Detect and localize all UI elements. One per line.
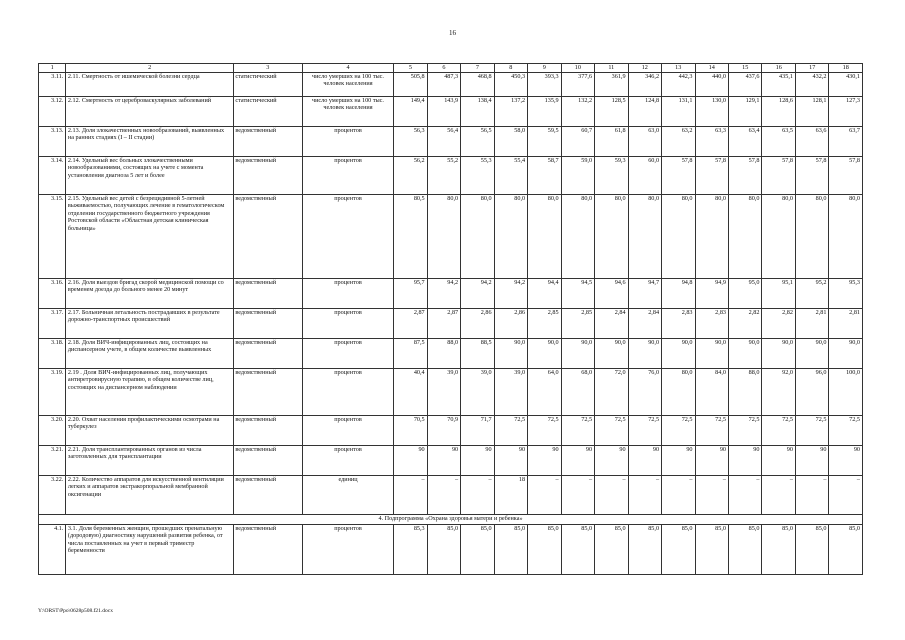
value-cell: 430,1 xyxy=(829,73,863,97)
value-cell: 90,0 xyxy=(628,339,661,369)
unit-cell: число умерших на 100 тыс. человек населения xyxy=(302,97,393,127)
indicator-name-cell: 2.15. Удельный вес детей с безрецидивной 5-летней выживаемостью, получающих лечение в гематологическом отделении государственного бюджетного учреждения Ростовской области «Областная детская клиническая больница» xyxy=(66,195,233,279)
value-cell: – xyxy=(461,476,494,515)
value-cell: 56,2 xyxy=(394,157,427,195)
value-cell: 2,84 xyxy=(628,309,661,339)
unit-cell: процентов xyxy=(302,339,393,369)
header-cell: 6 xyxy=(427,64,460,73)
header-cell: 8 xyxy=(494,64,527,73)
unit-cell: процентов xyxy=(302,279,393,309)
value-cell: 143,9 xyxy=(427,97,460,127)
value-cell: 85,0 xyxy=(561,525,594,575)
value-cell: 90 xyxy=(628,446,661,476)
value-cell: 90,0 xyxy=(494,339,527,369)
unit-cell: число умерших на 100 тыс. человек населения xyxy=(302,73,393,97)
value-cell: 57,8 xyxy=(829,157,863,195)
indicator-name-cell: 2.13. Доля злокачественных новообразований, выявленных на ранних стадиях (I – II стадии) xyxy=(66,127,233,157)
value-cell: 100,0 xyxy=(829,369,863,416)
value-cell: 80,0 xyxy=(662,369,695,416)
header-cell: 11 xyxy=(595,64,628,73)
header-cell: 12 xyxy=(628,64,661,73)
indicator-name-cell: 2.20. Охват населения профилактическими осмотрами на туберкулез xyxy=(66,416,233,446)
value-cell: 85,0 xyxy=(628,525,661,575)
value-cell: 87,5 xyxy=(394,339,427,369)
value-cell: 55,3 xyxy=(461,157,494,195)
value-cell: 80,5 xyxy=(394,195,427,279)
value-cell: 63,5 xyxy=(762,127,795,157)
row-number-cell: 3.22. xyxy=(39,476,66,515)
table-row xyxy=(39,195,863,279)
value-cell: 2,84 xyxy=(595,309,628,339)
source-cell: ведомственный xyxy=(233,446,302,476)
value-cell: 137,2 xyxy=(494,97,527,127)
value-cell: – xyxy=(561,476,594,515)
value-cell: 85,3 xyxy=(394,525,427,575)
value-cell: 85,0 xyxy=(762,525,795,575)
value-cell: 57,8 xyxy=(729,157,762,195)
value-cell: 68,0 xyxy=(561,369,594,416)
value-cell: 58,7 xyxy=(528,157,561,195)
value-cell: 63,6 xyxy=(795,127,828,157)
header-cell: 3 xyxy=(233,64,302,73)
table-row xyxy=(39,369,863,416)
value-cell: 85,0 xyxy=(427,525,460,575)
value-cell: 94,6 xyxy=(595,279,628,309)
value-cell: 2,87 xyxy=(427,309,460,339)
source-cell: статистический xyxy=(233,97,302,127)
value-cell: – xyxy=(795,476,828,515)
value-cell: 80,0 xyxy=(695,195,728,279)
value-cell: – xyxy=(762,476,795,515)
header-cell: 18 xyxy=(829,64,863,73)
indicator-name-cell: 2.21. Доля трансплантированных органов из числа заготовленных для трансплантации xyxy=(66,446,233,476)
value-cell: 63,4 xyxy=(729,127,762,157)
value-cell: 85,0 xyxy=(461,525,494,575)
value-cell: 59,5 xyxy=(528,127,561,157)
value-cell: 56,3 xyxy=(394,127,427,157)
value-cell: 88,5 xyxy=(461,339,494,369)
indicators-table-wrap xyxy=(38,63,863,575)
table-row xyxy=(39,416,863,446)
value-cell: 90,0 xyxy=(795,339,828,369)
value-cell: 55,2 xyxy=(427,157,460,195)
unit-cell: процентов xyxy=(302,446,393,476)
table-row xyxy=(39,127,863,157)
value-cell: 90 xyxy=(595,446,628,476)
value-cell: 56,5 xyxy=(461,127,494,157)
value-cell: 90 xyxy=(795,446,828,476)
header-cell: 7 xyxy=(461,64,494,73)
value-cell: 94,8 xyxy=(662,279,695,309)
source-cell: ведомственный xyxy=(233,127,302,157)
header-cell: 1 xyxy=(39,64,66,73)
section-title: 4. Подпрограмма «Охрана здоровья матери и ребенка» xyxy=(39,515,863,525)
value-cell: 90 xyxy=(494,446,527,476)
header-cell: 17 xyxy=(795,64,828,73)
value-cell: 90,0 xyxy=(662,339,695,369)
value-cell: 84,0 xyxy=(695,369,728,416)
value-cell: 85,0 xyxy=(795,525,828,575)
header-cell: 10 xyxy=(561,64,594,73)
value-cell: 94,2 xyxy=(461,279,494,309)
value-cell: 57,8 xyxy=(662,157,695,195)
value-cell: – xyxy=(628,476,661,515)
value-cell: 72,5 xyxy=(628,416,661,446)
value-cell: 72,5 xyxy=(695,416,728,446)
value-cell: 432,2 xyxy=(795,73,828,97)
value-cell: 72,5 xyxy=(595,416,628,446)
value-cell: 80,0 xyxy=(427,195,460,279)
value-cell: 2,82 xyxy=(729,309,762,339)
source-cell: статистический xyxy=(233,73,302,97)
value-cell: 80,0 xyxy=(528,195,561,279)
section-row xyxy=(39,515,863,525)
value-cell: 85,0 xyxy=(494,525,527,575)
value-cell: 90,0 xyxy=(595,339,628,369)
table-row xyxy=(39,309,863,339)
value-cell: 59,0 xyxy=(561,157,594,195)
value-cell: 70,9 xyxy=(427,416,460,446)
value-cell: 80,0 xyxy=(628,195,661,279)
value-cell: 39,0 xyxy=(494,369,527,416)
value-cell: 435,1 xyxy=(762,73,795,97)
value-cell: – xyxy=(662,476,695,515)
indicator-name-cell: 3.1. Доля беременных женщин, прошедших пренатальную (дородовую) диагностику нарушений развития ребенка, от числа поставленных на учет в первый триместр беременности xyxy=(66,525,233,575)
value-cell: 90,0 xyxy=(762,339,795,369)
page-number: 16 xyxy=(449,29,456,37)
source-cell: ведомственный xyxy=(233,416,302,446)
source-cell: ведомственный xyxy=(233,157,302,195)
header-cell: 16 xyxy=(762,64,795,73)
row-number-cell: 3.13. xyxy=(39,127,66,157)
value-cell: 80,0 xyxy=(662,195,695,279)
value-cell: 128,5 xyxy=(595,97,628,127)
value-cell: 440,0 xyxy=(695,73,728,97)
value-cell: 90,0 xyxy=(561,339,594,369)
value-cell: 468,8 xyxy=(461,73,494,97)
row-number-cell: 3.20. xyxy=(39,416,66,446)
value-cell: 487,3 xyxy=(427,73,460,97)
value-cell: 2,85 xyxy=(561,309,594,339)
value-cell: 72,5 xyxy=(494,416,527,446)
header-row xyxy=(39,64,863,73)
unit-cell: процентов xyxy=(302,416,393,446)
indicator-name-cell: 2.14. Удельный вес больных злокачественными новообразованиями, состоящих на учете с момента установления диагноза 5 лет и более xyxy=(66,157,233,195)
value-cell: 80,0 xyxy=(762,195,795,279)
table-row xyxy=(39,73,863,97)
indicator-name-cell: 2.18. Доля ВИЧ-инфицированных лиц, состоящих на диспансерном учете, в общем количестве выявленных xyxy=(66,339,233,369)
value-cell: 85,0 xyxy=(729,525,762,575)
value-cell: 90,0 xyxy=(729,339,762,369)
value-cell: 128,1 xyxy=(795,97,828,127)
value-cell: 72,5 xyxy=(729,416,762,446)
table-row xyxy=(39,525,863,575)
value-cell: 94,2 xyxy=(427,279,460,309)
value-cell: 90 xyxy=(528,446,561,476)
value-cell: 57,8 xyxy=(762,157,795,195)
source-cell: ведомственный xyxy=(233,476,302,515)
header-cell: 9 xyxy=(528,64,561,73)
value-cell: 72,5 xyxy=(829,416,863,446)
source-cell: ведомственный xyxy=(233,525,302,575)
value-cell: 90 xyxy=(729,446,762,476)
value-cell: 55,4 xyxy=(494,157,527,195)
value-cell: 72,0 xyxy=(595,369,628,416)
value-cell: 72,5 xyxy=(561,416,594,446)
value-cell: 80,0 xyxy=(595,195,628,279)
value-cell: 57,8 xyxy=(695,157,728,195)
value-cell: 76,0 xyxy=(628,369,661,416)
value-cell: 95,3 xyxy=(829,279,863,309)
row-number-cell: 3.18. xyxy=(39,339,66,369)
value-cell: 88,0 xyxy=(729,369,762,416)
row-number-cell: 3.14. xyxy=(39,157,66,195)
value-cell: 95,7 xyxy=(394,279,427,309)
value-cell: 90 xyxy=(662,446,695,476)
row-number-cell: 3.11. xyxy=(39,73,66,97)
value-cell: 88,0 xyxy=(427,339,460,369)
indicator-name-cell: 2.17. Больничная летальность пострадавших в результате дорожно-транспортных происшествий xyxy=(66,309,233,339)
file-path-footer: Y:\ORST\Ppo\0628p508.f21.docx xyxy=(38,608,113,614)
value-cell: 63,2 xyxy=(662,127,695,157)
value-cell: 61,8 xyxy=(595,127,628,157)
value-cell: 90 xyxy=(695,446,728,476)
value-cell: 94,4 xyxy=(528,279,561,309)
unit-cell: процентов xyxy=(302,127,393,157)
value-cell: 80,0 xyxy=(561,195,594,279)
value-cell: 85,0 xyxy=(595,525,628,575)
table-row xyxy=(39,446,863,476)
value-cell: 95,0 xyxy=(729,279,762,309)
value-cell: 90,0 xyxy=(829,339,863,369)
value-cell: 72,5 xyxy=(762,416,795,446)
value-cell: 2,83 xyxy=(662,309,695,339)
value-cell: 94,2 xyxy=(494,279,527,309)
value-cell: 94,7 xyxy=(628,279,661,309)
value-cell: 64,0 xyxy=(528,369,561,416)
source-cell: ведомственный xyxy=(233,195,302,279)
value-cell: 346,2 xyxy=(628,73,661,97)
value-cell: – xyxy=(729,476,762,515)
header-cell: 15 xyxy=(729,64,762,73)
unit-cell: процентов xyxy=(302,369,393,416)
row-number-cell: 3.19. xyxy=(39,369,66,416)
table-row xyxy=(39,339,863,369)
value-cell: 56,4 xyxy=(427,127,460,157)
row-number-cell: 3.15. xyxy=(39,195,66,279)
value-cell: 377,6 xyxy=(561,73,594,97)
value-cell: 149,4 xyxy=(394,97,427,127)
value-cell: 437,6 xyxy=(729,73,762,97)
value-cell: 40,4 xyxy=(394,369,427,416)
value-cell: 90,0 xyxy=(528,339,561,369)
unit-cell: процентов xyxy=(302,157,393,195)
value-cell: – xyxy=(528,476,561,515)
value-cell: 2,83 xyxy=(695,309,728,339)
value-cell: 450,3 xyxy=(494,73,527,97)
value-cell: 90,0 xyxy=(695,339,728,369)
value-cell: 95,2 xyxy=(795,279,828,309)
indicator-name-cell: 2.11. Смертность от ишемической болезни сердца xyxy=(66,73,233,97)
value-cell: 90 xyxy=(762,446,795,476)
value-cell: 130,0 xyxy=(695,97,728,127)
value-cell: 94,5 xyxy=(561,279,594,309)
value-cell: 92,0 xyxy=(762,369,795,416)
value-cell: 132,2 xyxy=(561,97,594,127)
value-cell: 124,8 xyxy=(628,97,661,127)
indicator-name-cell: 2.22. Количество аппаратов для искусственной вентиляции легких и аппаратов экстракорпоральной мембранной оксигенации xyxy=(66,476,233,515)
value-cell: 90 xyxy=(461,446,494,476)
value-cell: 2,82 xyxy=(762,309,795,339)
value-cell: 63,0 xyxy=(628,127,661,157)
value-cell: 72,5 xyxy=(528,416,561,446)
value-cell: 90 xyxy=(394,446,427,476)
value-cell: – xyxy=(695,476,728,515)
value-cell: – xyxy=(595,476,628,515)
value-cell: 39,0 xyxy=(427,369,460,416)
header-cell: 13 xyxy=(662,64,695,73)
value-cell: 128,6 xyxy=(762,97,795,127)
table-row xyxy=(39,157,863,195)
source-cell: ведомственный xyxy=(233,279,302,309)
indicators-table xyxy=(38,63,863,575)
value-cell: 57,8 xyxy=(795,157,828,195)
value-cell: 60,0 xyxy=(628,157,661,195)
value-cell: – xyxy=(394,476,427,515)
value-cell: 60,7 xyxy=(561,127,594,157)
value-cell: 131,1 xyxy=(662,97,695,127)
value-cell: – xyxy=(829,476,863,515)
value-cell: 2,85 xyxy=(528,309,561,339)
value-cell: 2,86 xyxy=(494,309,527,339)
header-cell: 4 xyxy=(302,64,393,73)
value-cell: 127,3 xyxy=(829,97,863,127)
row-number-cell: 3.16. xyxy=(39,279,66,309)
indicator-name-cell: 2.12. Смертность от цереброваскулярных заболеваний xyxy=(66,97,233,127)
value-cell: 85,0 xyxy=(662,525,695,575)
row-number-cell: 4.1. xyxy=(39,525,66,575)
value-cell: 2,81 xyxy=(829,309,863,339)
value-cell: 63,7 xyxy=(829,127,863,157)
value-cell: 138,4 xyxy=(461,97,494,127)
value-cell: 96,0 xyxy=(795,369,828,416)
value-cell: 58,0 xyxy=(494,127,527,157)
indicator-name-cell: 2.16. Доля выездов бригад скорой медицинской помощи со временем доезда до больного менее 20 минут xyxy=(66,279,233,309)
value-cell: 90 xyxy=(427,446,460,476)
indicator-name-cell: 2.19 . Доля ВИЧ-инфицированных лиц, получающих антиретровирусную терапию, в общем количестве лиц, состоящих на диспансерном наблюдении xyxy=(66,369,233,416)
value-cell: 442,3 xyxy=(662,73,695,97)
value-cell: 2,87 xyxy=(394,309,427,339)
unit-cell: процентов xyxy=(302,309,393,339)
value-cell: 90 xyxy=(829,446,863,476)
value-cell: 63,3 xyxy=(695,127,728,157)
value-cell: 393,3 xyxy=(528,73,561,97)
table-row xyxy=(39,476,863,515)
value-cell: 18 xyxy=(494,476,527,515)
value-cell: 80,0 xyxy=(494,195,527,279)
source-cell: ведомственный xyxy=(233,309,302,339)
unit-cell: процентов xyxy=(302,525,393,575)
header-cell: 2 xyxy=(66,64,233,73)
value-cell: 71,7 xyxy=(461,416,494,446)
value-cell: 361,9 xyxy=(595,73,628,97)
source-cell: ведомственный xyxy=(233,369,302,416)
value-cell: 95,1 xyxy=(762,279,795,309)
unit-cell: единиц xyxy=(302,476,393,515)
value-cell: 2,86 xyxy=(461,309,494,339)
value-cell: 505,8 xyxy=(394,73,427,97)
row-number-cell: 3.17. xyxy=(39,309,66,339)
value-cell: 2,81 xyxy=(795,309,828,339)
value-cell: 72,5 xyxy=(795,416,828,446)
value-cell: 80,0 xyxy=(795,195,828,279)
value-cell: 90 xyxy=(561,446,594,476)
unit-cell: процентов xyxy=(302,195,393,279)
value-cell: 59,3 xyxy=(595,157,628,195)
value-cell: 135,9 xyxy=(528,97,561,127)
table-row xyxy=(39,97,863,127)
value-cell: 85,0 xyxy=(829,525,863,575)
value-cell: 85,0 xyxy=(695,525,728,575)
value-cell: 80,0 xyxy=(461,195,494,279)
row-number-cell: 3.21. xyxy=(39,446,66,476)
source-cell: ведомственный xyxy=(233,339,302,369)
value-cell: 94,9 xyxy=(695,279,728,309)
value-cell: 85,0 xyxy=(528,525,561,575)
value-cell: 80,0 xyxy=(829,195,863,279)
value-cell: 129,1 xyxy=(729,97,762,127)
value-cell: – xyxy=(427,476,460,515)
row-number-cell: 3.12. xyxy=(39,97,66,127)
value-cell: 39,0 xyxy=(461,369,494,416)
value-cell: 70,5 xyxy=(394,416,427,446)
header-cell: 14 xyxy=(695,64,728,73)
value-cell: 72,5 xyxy=(662,416,695,446)
header-cell: 5 xyxy=(394,64,427,73)
table-row xyxy=(39,279,863,309)
value-cell: 80,0 xyxy=(729,195,762,279)
